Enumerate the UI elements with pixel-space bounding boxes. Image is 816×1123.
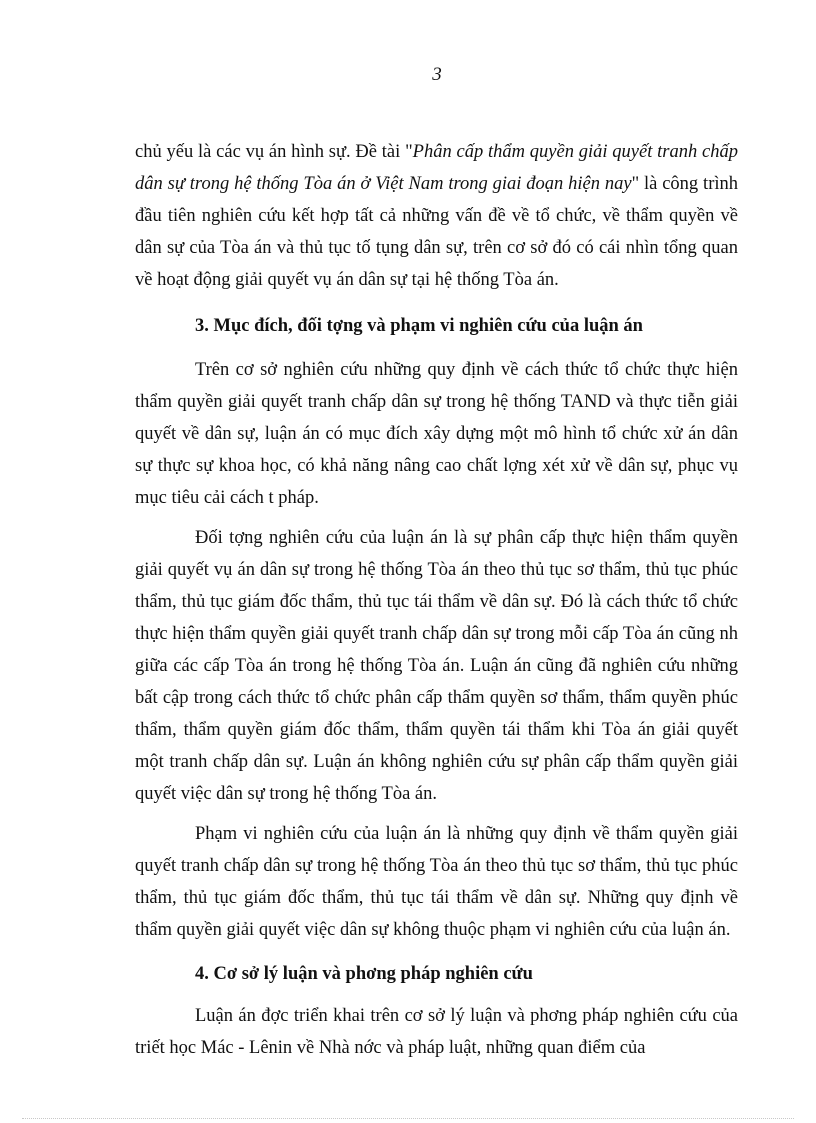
intro-text-start: chủ yếu là các vụ án hình sự. Đề tài " — [135, 142, 413, 162]
intro-paragraph — [135, 136, 738, 296]
section-3-paragraph-3: Phạm vi nghiên cứu của luận án là những quy định về thẩm quyền giải quyết tranh chấp dân sự trong hệ thống Tòa án theo thủ tục sơ thẩm, thủ tục phúc thẩm, thủ tục giám đốc thẩm, thủ tục tái thẩm về dân sự. Những quy định về thẩm quyền giải quyết việc dân sự không thuộc phạm vi nghiên cứu của luận án. — [135, 824, 738, 940]
thesis-title: Phân cấp thẩm quyền giải quyết tranh chấp dân sự trong hệ thống Tòa án ở Việt Nam trong giai đoạn hiện nay — [135, 142, 739, 194]
page-number: 3 — [432, 64, 442, 85]
body-text — [135, 136, 738, 1064]
section-3-paragraph-1: Trên cơ sở nghiên cứu những quy định về cách thức tổ chức thực hiện thẩm quyền giải quyết tranh chấp dân sự trong hệ thống TAND và thực tiễn giải quyết về dân sự, luận án có mục đích xây dựng một mô hình tổ chức xử án dân sự thực sự khoa học, có khả năng nâng cao chất lợng xét xử về dân sự, phục vụ mục tiêu cải cách t pháp. — [135, 360, 738, 508]
page-bottom-border — [22, 1118, 794, 1119]
section-4-paragraph-1: Luận án đợc triển khai trên cơ sở lý luận và phơng pháp nghiên cứu của triết học Mác - Lênin về Nhà nớc và pháp luật, những quan điểm của — [135, 1006, 738, 1058]
section-3-paragraph-2: Đối tợng nghiên cứu của luận án là sự phân cấp thực hiện thẩm quyền giải quyết vụ án dân sự trong hệ thống Tòa án theo thủ tục sơ thẩm, thủ tục phúc thẩm, thủ tục giám đốc thẩm, thủ tục tái thẩm về dân sự. Đó là cách thức tổ chức thực hiện thẩm quyền giải quyết tranh chấp dân sự trong mỗi cấp Tòa án cũng nh giữa các cấp Tòa án trong hệ thống Tòa án. Luận án cũng đã nghiên cứu những bất cập trong cách thức tổ chức phân cấp thẩm quyền sơ thẩm, thẩm quyền phúc thẩm, thẩm quyền giám đốc thẩm, thẩm quyền tái thẩm khi Tòa án giải quyết một tranh chấp dân sự. Luận án không nghiên cứu sự phân cấp thẩm quyền giải quyết việc dân sự trong hệ thống Tòa án. — [135, 528, 738, 804]
section-3-heading: 3. Mục đích, đối tợng và phạm vi nghiên cứu của luận án — [195, 316, 643, 336]
section-4-heading: 4. Cơ sở lý luận và phơng pháp nghiên cứu — [195, 964, 533, 984]
intro-text-end: " là công trình đầu tiên nghiên cứu kết hợp tất cả những vấn đề về tổ chức, về thẩm quyền về dân sự của Tòa án và thủ tục tố tụng dân sự, trên cơ sở đó có cái nhìn tổng quan về hoạt động giải quyết vụ án dân sự tại hệ thống Tòa án. — [135, 174, 738, 290]
